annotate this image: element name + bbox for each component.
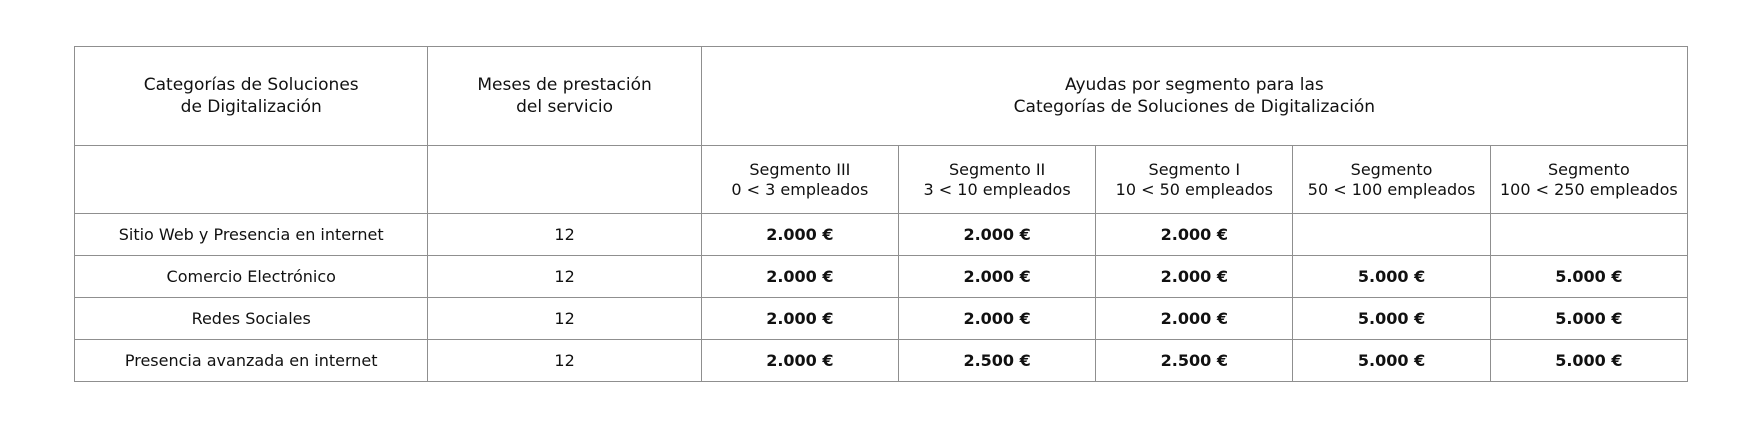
header-group-line-1: Ayudas por segmento para las <box>1064 75 1324 95</box>
amount-cell <box>1293 214 1490 256</box>
amount-cell: 5.000 € <box>1293 340 1490 382</box>
header-segment-group <box>701 47 1687 146</box>
amount-cell: 2.500 € <box>898 340 1095 382</box>
amount-cell: 2.000 € <box>898 298 1095 340</box>
amount-cell: 2.000 € <box>1096 214 1293 256</box>
amount-cell: 5.000 € <box>1490 298 1687 340</box>
header-group-line-2: Categorías de Soluciones de Digitalización <box>1013 97 1376 117</box>
segment-title: Segmento III <box>749 159 851 179</box>
header-months-line-1: Meses de prestación <box>477 75 652 95</box>
months-cell: 12 <box>428 340 701 382</box>
amount-cell: 5.000 € <box>1293 298 1490 340</box>
segment-title: Segmento I <box>1148 159 1241 179</box>
table-row <box>75 214 1688 256</box>
segment-range: 100 < 250 empleados <box>1499 179 1678 199</box>
amount-cell: 2.000 € <box>898 214 1095 256</box>
table-row <box>75 256 1688 298</box>
empty-cell <box>75 146 428 214</box>
segment-header <box>1096 146 1293 214</box>
amount-cell: 2.000 € <box>701 298 898 340</box>
segment-header <box>1293 146 1490 214</box>
segment-range: 10 < 50 empleados <box>1115 179 1273 199</box>
amount-cell: 2.500 € <box>1096 340 1293 382</box>
months-cell: 12 <box>428 298 701 340</box>
header-row <box>75 47 1688 146</box>
header-category-line-1: Categorías de Soluciones <box>143 75 359 95</box>
category-cell: Redes Sociales <box>75 298 428 340</box>
segment-header <box>1490 146 1687 214</box>
header-months <box>428 47 701 146</box>
category-cell: Comercio Electrónico <box>75 256 428 298</box>
segment-title: Segmento II <box>948 159 1046 179</box>
category-cell: Sitio Web y Presencia en internet <box>75 214 428 256</box>
category-cell: Presencia avanzada en internet <box>75 340 428 382</box>
amount-cell: 5.000 € <box>1293 256 1490 298</box>
aid-table <box>74 46 1688 382</box>
amount-cell: 5.000 € <box>1490 256 1687 298</box>
segment-range: 3 < 10 empleados <box>923 179 1071 199</box>
amount-cell: 2.000 € <box>701 256 898 298</box>
amount-cell: 2.000 € <box>701 214 898 256</box>
amount-cell: 2.000 € <box>898 256 1095 298</box>
table-row <box>75 298 1688 340</box>
amount-cell: 2.000 € <box>701 340 898 382</box>
amount-cell: 2.000 € <box>1096 298 1293 340</box>
months-cell: 12 <box>428 256 701 298</box>
segment-range: 50 < 100 empleados <box>1307 179 1476 199</box>
header-category <box>75 47 428 146</box>
segment-title: Segmento <box>1350 159 1433 179</box>
amount-cell: 5.000 € <box>1490 340 1687 382</box>
segment-header <box>898 146 1095 214</box>
amount-cell: 2.000 € <box>1096 256 1293 298</box>
segment-header-row <box>75 146 1688 214</box>
header-months-line-2: del servicio <box>516 97 614 117</box>
amount-cell <box>1490 214 1687 256</box>
months-cell: 12 <box>428 214 701 256</box>
header-category-line-2: de Digitalización <box>180 97 322 117</box>
segment-range: 0 < 3 empleados <box>731 179 869 199</box>
empty-cell <box>428 146 701 214</box>
segment-title: Segmento <box>1547 159 1630 179</box>
segment-header <box>701 146 898 214</box>
table-row <box>75 340 1688 382</box>
